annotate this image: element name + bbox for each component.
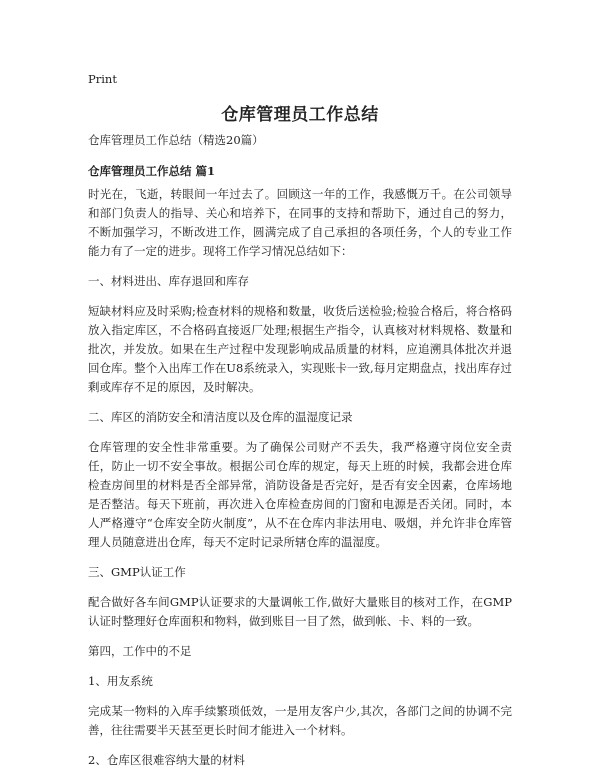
heading-yonyou-system: 1、用友系统 xyxy=(88,674,153,688)
paragraph-yonyou-system: 完成某一物料的入库手续繁琐低效，一是用友客户少,其次，各部门之间的协调不完善，往往需要半天甚至更长时间才能进入一个材料。 xyxy=(88,704,512,737)
paragraph-gmp: 配合做好各车间GMP认证要求的大量调帐工作,做好大量账目的核对工作，在GMP认证时整理好仓库面积和物料，做到账目一目了然，做到帐、卡、料的一致。 xyxy=(88,595,512,628)
heading-gmp: 三、GMP认证工作 xyxy=(88,565,186,579)
heading-safety: 二、库区的消防安全和清洁度以及仓库的温湿度记录 xyxy=(88,410,353,424)
paragraph-material-flow: 短缺材料应及时采购;检查材料的规格和数量，收货后送检验;检验合格后，将合格码放入指定库区，不合格码直接返厂处理;根据生产指令，认真核对材料规格、数量和批次，并发放。如果在生产过程中发现影响成品质量的材料，应追溯具体批次并退回仓库。整个入出库工作在U8系统录入，实现账卡一致,每月定期盘点，找出库存过剩或库存不足的原因，及时解决。 xyxy=(88,304,512,394)
page-title: 仓库管理员工作总结 xyxy=(221,105,379,125)
paragraph-safety: 仓库管理的安全性非常重要。为了确保公司财产不丢失，我严格遵守岗位安全责任，防止一切不安全事故。根据公司仓库的规定，每天上班的时候，我都会进仓库检查房间里的材料是否全部异常，消防设备是否完好，是否有安全因素，仓库场地是否整洁。每天下班前，再次进入仓库检查房间的门窗和电源是否关闭。同时，本人严格遵守“仓库安全防火制度”，从不在仓库内非法用电、吸烟，并允许非仓库管理人员随意进出仓库，每天不定时记录所辖仓库的温湿度。 xyxy=(88,440,512,549)
article-body xyxy=(88,131,512,781)
heading-material-flow: 一、材料进出、库存退回和库存 xyxy=(88,274,249,288)
intro-paragraph: 时光在，飞逝，转眼间一年过去了。回顾这一年的工作，我感慨万千。在公司领导和部门负责人的指导、关心和培养下，在同事的支持和帮助下，通过自己的努力，不断加强学习，不断改进工作，圆满完成了自己承担的各项任务，个人的专业工作能力有了一定的进步。现将工作学习情况总结如下： xyxy=(88,187,512,258)
print-link[interactable]: Print xyxy=(88,72,117,86)
heading-shortcomings: 第四，工作中的不足 xyxy=(88,644,192,658)
section-title: 仓库管理员工作总结 篇1 xyxy=(88,164,216,178)
article-subtitle: 仓库管理员工作总结（精选20篇） xyxy=(88,133,264,147)
heading-warehouse-capacity: 2、仓库区很难容纳大量的材料 xyxy=(88,753,245,767)
